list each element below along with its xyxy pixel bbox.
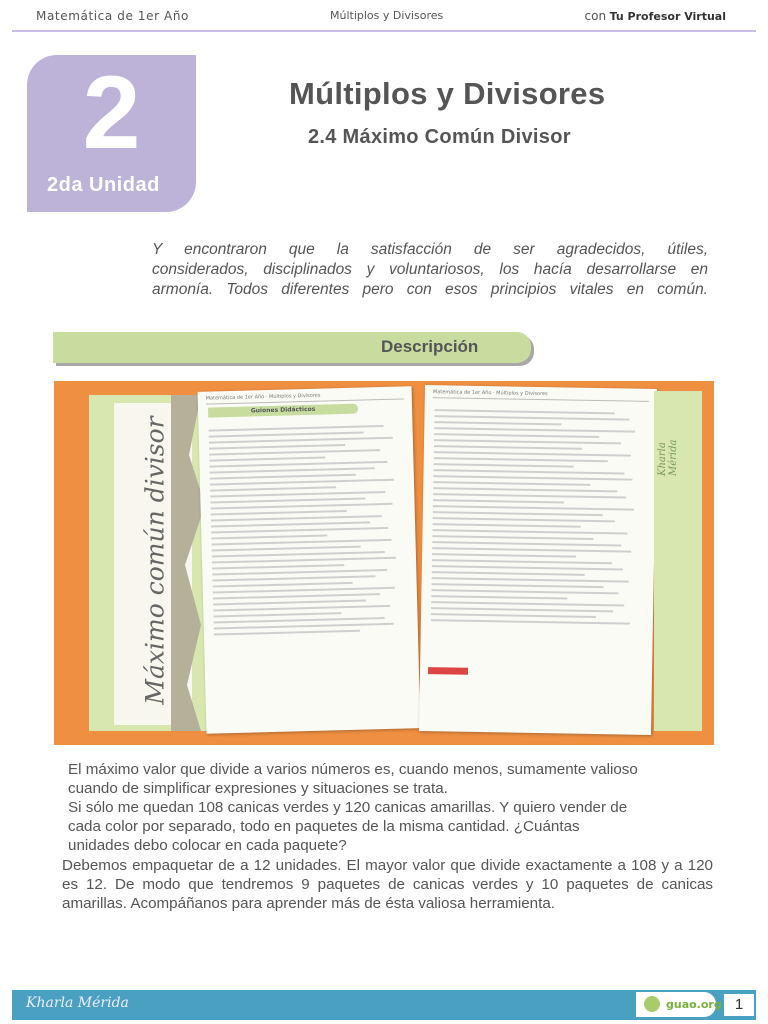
section-banner-label: Descripción (381, 337, 479, 356)
header-brand-prefix: con (584, 9, 607, 23)
right-page (419, 385, 657, 735)
header-divider (12, 30, 756, 32)
section-banner (53, 332, 531, 363)
page-header (0, 0, 768, 30)
paragraph-2: Debemos empaquetar de a 12 unidades. El mayor valor que divide exactamente a 108 y a 120 es 12. De modo que tendremos 9 paquetes de canicas verdes y 10 paquetes de canicas amarillas. Acompáñanos para aprender más de ésta valiosa herramienta. (62, 857, 713, 912)
paragraph-line: cada color por separado, todo en paquetes de la misma cantidad. ¿Cuántas (68, 818, 580, 835)
paragraph-line: El máximo valor que divide a varios números es, cuando menos, sumamente valioso (68, 761, 638, 778)
quote-line: considerados, disciplinados y voluntariosos, los hacía desarrollarse en (152, 261, 708, 278)
page-footer (12, 990, 756, 1020)
footer-logo[interactable] (636, 992, 722, 1017)
image-sidebar (654, 391, 702, 731)
left-page-banner: Guiones Didácticos (208, 404, 358, 418)
header-topic: Múltiplos y Divisores (330, 9, 444, 22)
left-page-header: Matemática de 1er Año · Múltiplos y Divisores (206, 390, 404, 404)
paragraph-line: Si sólo me quedan 108 canicas verdes y 120 canicas amarillas. Y quiero vender de (68, 799, 628, 816)
left-page-text (208, 421, 408, 640)
right-page-highlight (428, 667, 468, 675)
guao-logo-icon (644, 996, 660, 1012)
left-page (198, 386, 421, 733)
footer-author: Kharla Mérida (26, 995, 129, 1011)
sidebar-signature: Kharla Mérida (657, 439, 679, 476)
book-preview-image (54, 381, 714, 745)
unit-label: 2da Unidad (47, 174, 160, 196)
page-title: Múltiplos y Divisores (289, 76, 606, 111)
quote-line: Y encontraron que la satisfacción de ser agradecidos, útiles, (152, 241, 708, 258)
paragraph-line: cuando de simplificar expresiones y situaciones se trata. (68, 780, 448, 797)
header-course: Matemática de 1er Año (36, 9, 189, 23)
page-subtitle: 2.4 Máximo Común Divisor (308, 126, 571, 148)
header-brand-name: Tu Profesor Virtual (609, 10, 726, 23)
intro-quote (152, 240, 708, 300)
cover-title: Máximo común divisor (140, 416, 170, 705)
paragraph-1 (68, 760, 713, 855)
paragraph-line: unidades debo colocar en cada paquete? (68, 837, 347, 854)
quote-line: armonía. Todos diferentes pero con esos principios vitales en común. (152, 281, 708, 298)
right-page-header: Matemática de 1er Año · Múltiplos y Divisores (433, 389, 649, 402)
unit-badge (27, 55, 196, 212)
unit-number: 2 (82, 55, 141, 171)
footer-logo-text: guao.org (666, 998, 722, 1011)
header-brand (585, 9, 726, 23)
right-page-text (431, 405, 647, 629)
page-number: 1 (724, 994, 754, 1016)
